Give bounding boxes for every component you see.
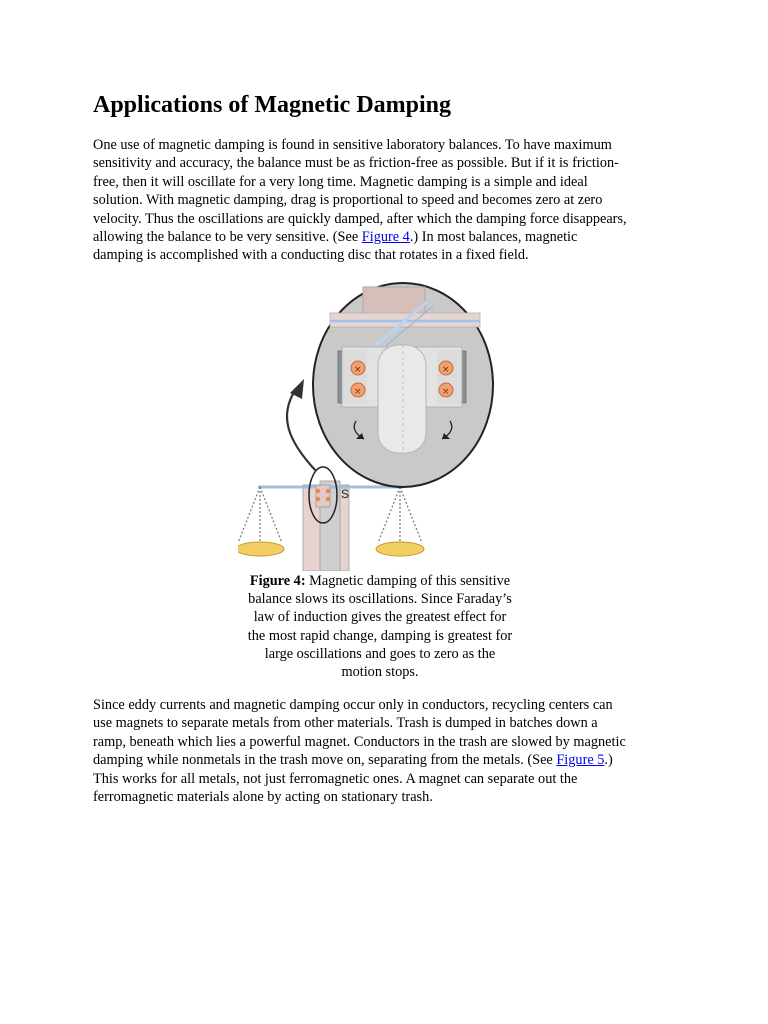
svg-text:×: × <box>354 365 362 375</box>
small-magnet <box>316 485 330 507</box>
intro-paragraph <box>93 136 678 265</box>
paragraph-line <box>93 751 678 769</box>
paragraph-line: This works for all metals, not just ferromagnetic ones. A magnet can separate out the <box>93 770 578 787</box>
caption-line <box>235 572 525 590</box>
paragraph-line <box>93 228 678 246</box>
text-run: Magnetic damping of this sensitive <box>305 573 511 589</box>
page-title: Applications of Magnetic Damping <box>93 92 452 118</box>
svg-text:×: × <box>442 365 450 375</box>
left-pan <box>238 487 284 556</box>
caption-label: Figure 4: <box>249 573 306 589</box>
paragraph-line: ferromagnetic materials alone by acting on stationary trash. <box>93 789 433 806</box>
svg-text:×: × <box>442 387 450 397</box>
magnify-arrow <box>287 389 316 471</box>
caption-line: large oscillations and goes to zero as the <box>264 645 496 662</box>
caption-line: law of induction gives the greatest effect for <box>253 609 507 626</box>
figure-4-link[interactable]: Figure 4 <box>361 229 410 246</box>
magnified-view <box>313 283 493 487</box>
paragraph-line: sensitivity and accuracy, the balance must be as friction-free as possible. But if it is friction- <box>93 155 619 172</box>
figure-5-link[interactable]: Figure 5 <box>556 752 605 769</box>
figure-caption <box>235 572 525 681</box>
magnetic-balance-figure <box>238 281 538 571</box>
text-run: damping while nonmetals in the trash move on, separating from the metals. (See <box>93 752 557 769</box>
svg-text:×: × <box>354 387 362 397</box>
paragraph-line: free, then it will oscillate for a very long time. Magnetic damping is a simple and ideal <box>93 173 588 190</box>
text-run: allowing the balance to be very sensitive. (See <box>93 229 362 246</box>
pole-label: S <box>341 487 350 501</box>
paragraph-line: Since eddy currents and magnetic damping occur only in conductors, recycling centers can <box>93 697 613 713</box>
recycling-paragraph <box>93 696 678 806</box>
balance-illustration <box>238 281 538 571</box>
caption-line: balance slows its oscillations. Since Faraday’s <box>248 591 512 608</box>
paragraph-line: use magnets to separate metals from other materials. Trash is dumped in batches down a <box>93 715 598 732</box>
right-pan <box>376 487 424 556</box>
paragraph-line: ramp, beneath which lies a powerful magnet. Conductors in the trash are slowed by magnetic <box>93 733 626 750</box>
text-run: .) In most balances, magnetic <box>409 229 578 246</box>
paragraph-line: solution. With magnetic damping, drag is proportional to speed and becomes zero at zero <box>93 192 603 209</box>
paragraph-line: One use of magnetic damping is found in sensitive laboratory balances. To have maximum <box>93 137 612 153</box>
text-run: .) <box>604 752 613 769</box>
paragraph-line: damping is accomplished with a conducting disc that rotates in a fixed field. <box>93 247 529 264</box>
paragraph-line: velocity. Thus the oscillations are quickly damped, after which the damping force disappears, <box>93 210 627 227</box>
caption-line: motion stops. <box>341 664 419 681</box>
caption-line: the most rapid change, damping is greatest for <box>247 627 513 644</box>
